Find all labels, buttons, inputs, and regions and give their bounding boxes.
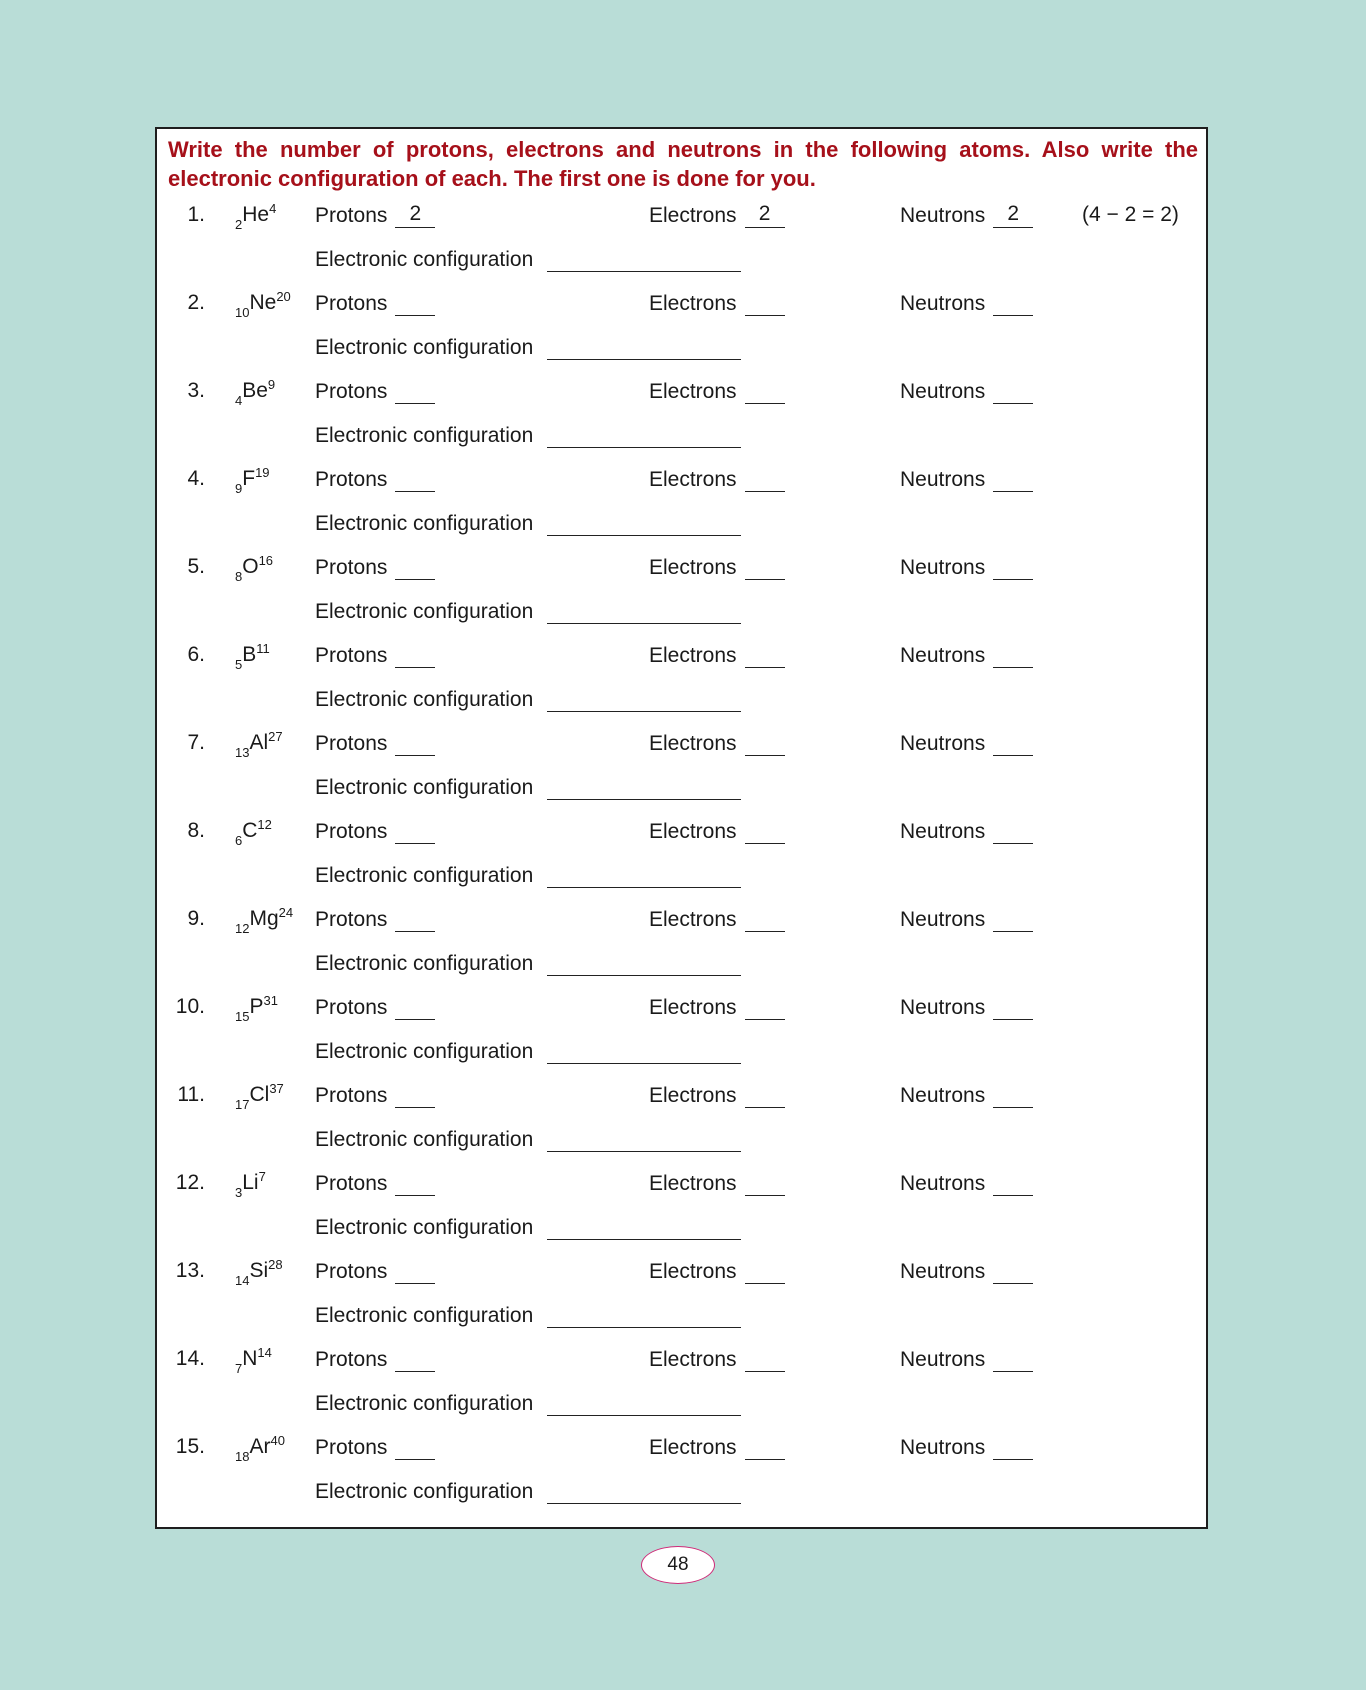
electrons-field [649, 819, 785, 844]
configuration-blank[interactable] [547, 1391, 741, 1416]
mass-number: 9 [267, 377, 276, 392]
electrons-field [649, 1259, 785, 1284]
configuration-row [315, 863, 741, 893]
electrons-label: Electrons [649, 732, 737, 755]
protons-blank[interactable] [395, 731, 435, 756]
neutrons-label: Neutrons [900, 732, 986, 755]
element-symbol: Be [242, 379, 268, 402]
configuration-label: Electronic configuration [315, 776, 534, 799]
protons-blank[interactable] [395, 995, 435, 1020]
protons-field [315, 995, 435, 1020]
protons-label: Protons [315, 380, 388, 403]
protons-blank[interactable] [395, 643, 435, 668]
protons-label: Protons [315, 468, 388, 491]
protons-field [315, 731, 435, 756]
configuration-label: Electronic configuration [315, 248, 534, 271]
configuration-row [315, 335, 741, 365]
atom-symbol [235, 289, 291, 320]
atomic-number: 17 [235, 1097, 250, 1112]
neutrons-blank[interactable] [993, 1435, 1033, 1460]
configuration-row [315, 423, 741, 453]
electrons-blank[interactable] [745, 819, 785, 844]
protons-blank[interactable] [395, 1083, 435, 1108]
neutrons-label: Neutrons [900, 1348, 986, 1371]
electrons-label: Electrons [649, 1084, 737, 1107]
configuration-label: Electronic configuration [315, 688, 534, 711]
neutrons-field [900, 995, 1033, 1020]
atom-symbol [235, 905, 294, 936]
configuration-blank[interactable] [547, 1215, 741, 1240]
atom-number: 9. [187, 907, 205, 930]
configuration-label: Electronic configuration [315, 336, 534, 359]
element-symbol: Cl [249, 1083, 270, 1106]
protons-field [315, 819, 435, 844]
mass-number: 11 [256, 641, 270, 656]
electrons-blank[interactable] [745, 1435, 785, 1460]
neutrons-blank[interactable] [993, 291, 1033, 316]
atom-row [157, 203, 1206, 233]
atom-symbol [235, 1169, 266, 1200]
atom-symbol [235, 1433, 285, 1464]
atom-number: 13. [175, 1259, 205, 1282]
element-symbol: P [249, 995, 264, 1018]
element-symbol: He [242, 203, 270, 226]
atom-symbol [235, 641, 270, 672]
mass-number: 4 [269, 201, 277, 216]
mass-number: 40 [270, 1433, 285, 1448]
electrons-field [649, 731, 785, 756]
atom-symbol [235, 377, 276, 408]
protons-blank[interactable] [395, 907, 435, 932]
mass-number: 12 [257, 817, 272, 832]
electrons-blank[interactable]: 2 [745, 203, 785, 228]
electrons-blank[interactable] [745, 467, 785, 492]
configuration-label: Electronic configuration [315, 1392, 534, 1415]
configuration-label: Electronic configuration [315, 1480, 534, 1503]
atom-row [157, 907, 1206, 937]
atom-number: 1. [187, 203, 205, 226]
atom-row [157, 819, 1206, 849]
configuration-label: Electronic configuration [315, 512, 534, 535]
electrons-blank[interactable] [745, 1347, 785, 1372]
protons-field [315, 907, 435, 932]
configuration-blank[interactable] [547, 1127, 741, 1152]
neutrons-blank[interactable] [993, 467, 1033, 492]
element-symbol: C [242, 819, 258, 842]
element-symbol: Al [249, 731, 269, 754]
mass-number: 20 [276, 289, 291, 304]
atom-number: 14. [175, 1347, 205, 1370]
neutrons-field [900, 731, 1033, 756]
electrons-field [649, 203, 785, 228]
instruction-text: Write the number of protons, electrons and neutrons in the following atoms. Also write the electronic configuration of each. The first one is done for you. [168, 137, 1198, 191]
neutrons-field [900, 907, 1033, 932]
configuration-row [315, 1303, 741, 1333]
atom-symbol [235, 1081, 284, 1112]
atomic-number: 2 [235, 217, 243, 232]
neutrons-blank[interactable] [993, 555, 1033, 580]
electrons-blank[interactable] [745, 291, 785, 316]
element-symbol: O [242, 555, 259, 578]
atomic-number: 5 [235, 657, 243, 672]
configuration-row [315, 1127, 741, 1157]
configuration-blank[interactable] [547, 951, 741, 976]
protons-label: Protons [315, 1436, 388, 1459]
electrons-field [649, 1347, 785, 1372]
atom-number: 10. [175, 995, 205, 1018]
neutrons-field [900, 555, 1033, 580]
configuration-row [315, 599, 741, 629]
protons-field [315, 1259, 435, 1284]
configuration-label: Electronic configuration [315, 424, 534, 447]
neutron-calculation: (4 − 2 = 2) [1082, 203, 1179, 226]
protons-field [315, 555, 435, 580]
protons-field [315, 379, 435, 404]
mass-number: 24 [278, 905, 294, 920]
protons-field [315, 291, 435, 316]
atom-symbol [235, 993, 278, 1024]
element-symbol: Ne [249, 291, 277, 314]
atom-number: 5. [187, 555, 205, 578]
electrons-label: Electrons [649, 644, 737, 667]
element-symbol: Li [242, 1171, 259, 1194]
configuration-blank[interactable] [547, 335, 741, 360]
atom-row [157, 1171, 1206, 1201]
atom-row [157, 291, 1206, 321]
configuration-blank[interactable] [547, 423, 741, 448]
neutrons-field [900, 379, 1033, 404]
neutrons-blank[interactable] [993, 731, 1033, 756]
electrons-blank[interactable] [745, 1171, 785, 1196]
configuration-row [315, 775, 741, 805]
protons-label: Protons [315, 996, 388, 1019]
neutrons-label: Neutrons [900, 1084, 986, 1107]
neutrons-blank[interactable] [993, 1171, 1033, 1196]
electrons-label: Electrons [649, 204, 737, 227]
atom-symbol [235, 817, 272, 848]
mass-number: 31 [263, 993, 278, 1008]
mass-number: 19 [255, 465, 270, 480]
electrons-field [649, 1171, 785, 1196]
protons-blank[interactable] [395, 1435, 435, 1460]
electrons-field [649, 379, 785, 404]
protons-label: Protons [315, 1260, 388, 1283]
electrons-blank[interactable] [745, 731, 785, 756]
protons-field [315, 1347, 435, 1372]
neutrons-blank[interactable] [993, 819, 1033, 844]
electrons-field [649, 291, 785, 316]
protons-label: Protons [315, 908, 388, 931]
atom-number: 11. [177, 1083, 205, 1106]
atom-row [157, 1083, 1206, 1113]
configuration-blank[interactable] [547, 1039, 741, 1064]
configuration-label: Electronic configuration [315, 1040, 534, 1063]
electrons-blank[interactable] [745, 379, 785, 404]
electrons-label: Electrons [649, 380, 737, 403]
neutrons-blank[interactable] [993, 1259, 1033, 1284]
configuration-blank[interactable] [547, 687, 741, 712]
atom-symbol [235, 553, 274, 584]
electrons-field [649, 1435, 785, 1460]
electrons-field [649, 907, 785, 932]
neutrons-label: Neutrons [900, 292, 986, 315]
atom-row [157, 379, 1206, 409]
protons-blank[interactable] [395, 1259, 435, 1284]
neutrons-label: Neutrons [900, 380, 986, 403]
element-symbol: N [242, 1347, 258, 1370]
configuration-row [315, 687, 741, 717]
protons-label: Protons [315, 292, 388, 315]
configuration-row [315, 951, 741, 981]
mass-number: 14 [257, 1345, 272, 1360]
protons-field [315, 1435, 435, 1460]
atomic-number: 7 [235, 1361, 243, 1376]
configuration-row [315, 1215, 741, 1245]
atomic-number: 6 [235, 833, 243, 848]
protons-label: Protons [315, 1348, 388, 1371]
neutrons-blank[interactable] [993, 907, 1033, 932]
protons-blank[interactable] [395, 379, 435, 404]
mass-number: 37 [269, 1081, 284, 1096]
electrons-blank[interactable] [745, 907, 785, 932]
neutrons-label: Neutrons [900, 996, 986, 1019]
protons-label: Protons [315, 820, 388, 843]
element-symbol: Si [249, 1259, 269, 1282]
neutrons-label: Neutrons [900, 556, 986, 579]
atom-row [157, 467, 1206, 497]
configuration-blank[interactable] [547, 1303, 741, 1328]
configuration-blank[interactable] [547, 247, 741, 272]
configuration-blank[interactable] [547, 863, 741, 888]
electrons-blank[interactable] [745, 1259, 785, 1284]
electrons-field [649, 555, 785, 580]
neutrons-field [900, 1435, 1033, 1460]
protons-label: Protons [315, 1172, 388, 1195]
neutrons-field [900, 643, 1033, 668]
neutrons-blank[interactable]: 2 [993, 203, 1033, 228]
mass-number: 16 [258, 553, 274, 568]
atom-number: 7. [187, 731, 205, 754]
protons-field [315, 643, 435, 668]
neutrons-label: Neutrons [900, 1436, 986, 1459]
atom-symbol [235, 465, 270, 496]
electrons-label: Electrons [649, 468, 737, 491]
neutrons-label: Neutrons [900, 1172, 986, 1195]
configuration-label: Electronic configuration [315, 600, 534, 623]
atom-row [157, 1435, 1206, 1465]
atomic-number: 12 [235, 921, 250, 936]
element-symbol: Mg [249, 907, 279, 930]
configuration-row [315, 1039, 741, 1069]
atom-number: 3. [187, 379, 205, 402]
configuration-row [315, 1479, 741, 1509]
mass-number: 27 [268, 729, 283, 744]
neutrons-label: Neutrons [900, 820, 986, 843]
protons-blank[interactable] [395, 819, 435, 844]
atom-number: 6. [187, 643, 205, 666]
atomic-number: 4 [235, 393, 243, 408]
configuration-blank[interactable] [547, 511, 741, 536]
configuration-blank[interactable] [547, 599, 741, 624]
atom-number: 2. [187, 291, 205, 314]
neutrons-field [900, 819, 1033, 844]
atomic-number: 15 [235, 1009, 250, 1024]
configuration-label: Electronic configuration [315, 952, 534, 975]
atom-symbol [235, 729, 283, 760]
atom-row [157, 555, 1206, 585]
electrons-label: Electrons [649, 1348, 737, 1371]
atomic-number: 8 [235, 569, 243, 584]
electrons-field [649, 643, 785, 668]
atom-row [157, 643, 1206, 673]
configuration-row [315, 1391, 741, 1421]
configuration-label: Electronic configuration [315, 1128, 534, 1151]
neutrons-field [900, 1259, 1033, 1284]
electrons-label: Electrons [649, 556, 737, 579]
electrons-blank[interactable] [745, 1083, 785, 1108]
mass-number: 28 [268, 1257, 283, 1272]
neutrons-field [900, 203, 1033, 228]
atom-row [157, 995, 1206, 1025]
atomic-number: 9 [235, 481, 243, 496]
configuration-label: Electronic configuration [315, 864, 534, 887]
mass-number: 7 [258, 1169, 266, 1184]
protons-blank[interactable] [395, 1171, 435, 1196]
neutrons-label: Neutrons [900, 644, 986, 667]
atom-number: 4. [187, 467, 205, 490]
neutrons-label: Neutrons [900, 204, 986, 227]
atom-symbol [235, 1345, 272, 1376]
configuration-blank[interactable] [547, 1479, 741, 1504]
electrons-label: Electrons [649, 1172, 737, 1195]
electrons-blank[interactable] [745, 643, 785, 668]
atom-row [157, 1347, 1206, 1377]
protons-blank[interactable] [395, 555, 435, 580]
atomic-number: 13 [235, 745, 250, 760]
electrons-field [649, 995, 785, 1020]
protons-label: Protons [315, 204, 388, 227]
atom-number: 8. [187, 819, 205, 842]
neutrons-field [900, 291, 1033, 316]
atom-row [157, 1259, 1206, 1289]
electrons-label: Electrons [649, 996, 737, 1019]
configuration-label: Electronic configuration [315, 1216, 534, 1239]
page-number-badge: 48 [641, 1546, 715, 1584]
protons-blank[interactable] [395, 291, 435, 316]
electrons-blank[interactable] [745, 555, 785, 580]
protons-label: Protons [315, 644, 388, 667]
protons-blank[interactable] [395, 467, 435, 492]
configuration-blank[interactable] [547, 775, 741, 800]
atom-row [157, 731, 1206, 761]
protons-field [315, 1083, 435, 1108]
atom-symbol [235, 1257, 283, 1288]
element-symbol: B [242, 643, 257, 666]
protons-blank[interactable]: 2 [395, 203, 435, 228]
electrons-label: Electrons [649, 1260, 737, 1283]
neutrons-label: Neutrons [900, 1260, 986, 1283]
neutrons-field [900, 1171, 1033, 1196]
worksheet-panel [155, 127, 1208, 1529]
electrons-field [649, 1083, 785, 1108]
protons-label: Protons [315, 732, 388, 755]
neutrons-blank[interactable] [993, 379, 1033, 404]
electrons-blank[interactable] [745, 995, 785, 1020]
configuration-row [315, 511, 741, 541]
atomic-number: 14 [235, 1273, 250, 1288]
neutrons-blank[interactable] [993, 995, 1033, 1020]
neutrons-blank[interactable] [993, 643, 1033, 668]
neutrons-label: Neutrons [900, 468, 986, 491]
configuration-row [315, 247, 741, 277]
protons-field [315, 467, 435, 492]
protons-field [315, 1171, 435, 1196]
neutrons-label: Neutrons [900, 908, 986, 931]
neutrons-blank[interactable] [993, 1083, 1033, 1108]
electrons-label: Electrons [649, 908, 737, 931]
electrons-field [649, 467, 785, 492]
element-symbol: Ar [249, 1435, 271, 1458]
atom-number: 15. [175, 1435, 205, 1458]
atomic-number: 3 [235, 1185, 243, 1200]
protons-field [315, 203, 435, 228]
atom-number: 12. [175, 1171, 205, 1194]
atomic-number: 10 [235, 305, 250, 320]
neutrons-field [900, 1347, 1033, 1372]
neutrons-field [900, 1083, 1033, 1108]
protons-blank[interactable] [395, 1347, 435, 1372]
electrons-label: Electrons [649, 292, 737, 315]
neutrons-blank[interactable] [993, 1347, 1033, 1372]
configuration-label: Electronic configuration [315, 1304, 534, 1327]
protons-label: Protons [315, 1084, 388, 1107]
electrons-label: Electrons [649, 820, 737, 843]
neutrons-field [900, 467, 1033, 492]
electrons-label: Electrons [649, 1436, 737, 1459]
atomic-number: 18 [235, 1449, 250, 1464]
atom-symbol [235, 201, 277, 232]
protons-label: Protons [315, 556, 388, 579]
element-symbol: F [242, 467, 256, 490]
